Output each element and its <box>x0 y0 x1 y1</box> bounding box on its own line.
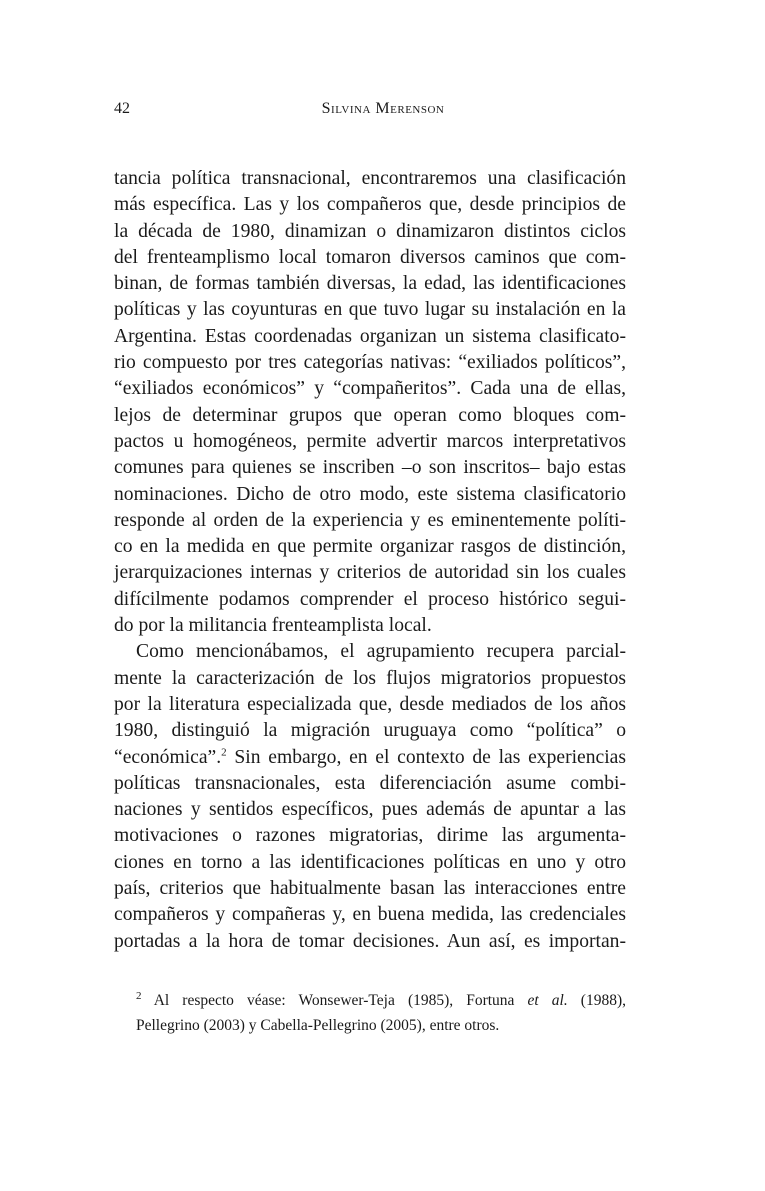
body-line: compañeros y compañeras y, en buena medida, las credenciales <box>114 904 626 926</box>
footnote-text: Al respecto véase: Wonsewer-Teja (1985), Fortuna <box>141 992 528 1009</box>
body-line: más específica. Las y los compañeros que, desde principios de <box>114 194 626 216</box>
body-line: tancia política transnacional, encontraremos una clasificación <box>114 168 626 189</box>
body-line: nominaciones. Dicho de otro modo, este sistema clasificatorio <box>114 483 626 505</box>
body-line: difícilmente podamos comprender el proceso histórico segui- <box>114 588 626 610</box>
body-line: Argentina. Estas coordenadas organizan un sistema clasificato- <box>114 325 626 347</box>
body-line: naciones y sentidos específicos, pues además de apuntar a las <box>114 799 626 821</box>
body-line-with-footnote <box>114 745 626 771</box>
running-head: Silvina Merenson <box>321 100 445 117</box>
footnote-line <box>136 988 626 1013</box>
body-line: “exiliados económicos” y “compañeritos”. Cada una de ellas, <box>114 378 626 400</box>
body-line: comunes para quienes se inscriben –o son inscritos– bajo estas <box>114 457 626 479</box>
body-line: responde al orden de la experiencia y es eminentemente políti- <box>114 509 626 531</box>
body-line: portadas a la hora de tomar decisiones. Aun así, es importan- <box>114 930 626 952</box>
page-number: 42 <box>114 100 130 117</box>
body-line: políticas y las coyunturas en que tuvo lugar su instalación en la <box>114 299 626 321</box>
body-line: Como mencionábamos, el agrupamiento recupera parcial- <box>136 641 626 663</box>
body-line: motivaciones o razones migratorias, dirime las argumenta- <box>114 825 626 847</box>
body-line-start: “económica”. <box>114 746 222 768</box>
footnote-text: (1988), <box>567 992 626 1009</box>
footnote-line: Pellegrino (2003) y Cabella-Pellegrino (2005), entre otros. <box>136 1017 500 1034</box>
body-line: país, criterios que habitualmente basan las interacciones entre <box>114 878 626 900</box>
body-line: lejos de determinar grupos que operan como bloques com- <box>114 404 626 426</box>
body-line: jerarquizaciones internas y criterios de autoridad sin los cuales <box>114 562 626 584</box>
body-line: do por la militancia frenteamplista local. <box>114 615 432 637</box>
footnote-reference[interactable]: 2 <box>221 746 227 758</box>
body-text <box>114 166 626 955</box>
footnote-marker: 2 <box>136 989 142 1002</box>
body-line: pactos u homogéneos, permite advertir marcos interpretativos <box>114 430 626 452</box>
body-line: rio compuesto por tres categorías nativas: “exiliados políticos”, <box>114 352 626 374</box>
body-line: por la literatura especializada que, desde mediados de los años <box>114 693 626 715</box>
body-line: 1980, distinguió la migración uruguaya como “política” o <box>114 720 626 742</box>
body-line-end: Sin embargo, en el contexto de las experiencias <box>226 746 626 768</box>
body-line: ciones en torno a las identificaciones políticas en uno y otro <box>114 851 626 873</box>
body-line: la década de 1980, dinamizan o dinamizaron distintos ciclos <box>114 220 626 242</box>
footnote <box>136 988 626 1038</box>
body-line: co en la medida en que permite organizar rasgos de distinción, <box>114 536 626 558</box>
footnote-etal: et al. <box>527 992 568 1009</box>
body-line: binan, de formas también diversas, la edad, las identificaciones <box>114 273 626 295</box>
body-line: políticas transnacionales, esta diferenciación asume combi- <box>114 772 626 794</box>
body-line: mente la caracterización de los flujos migratorios propuestos <box>114 667 626 689</box>
body-line: del frenteamplismo local tomaron diversos caminos que com- <box>114 246 626 268</box>
